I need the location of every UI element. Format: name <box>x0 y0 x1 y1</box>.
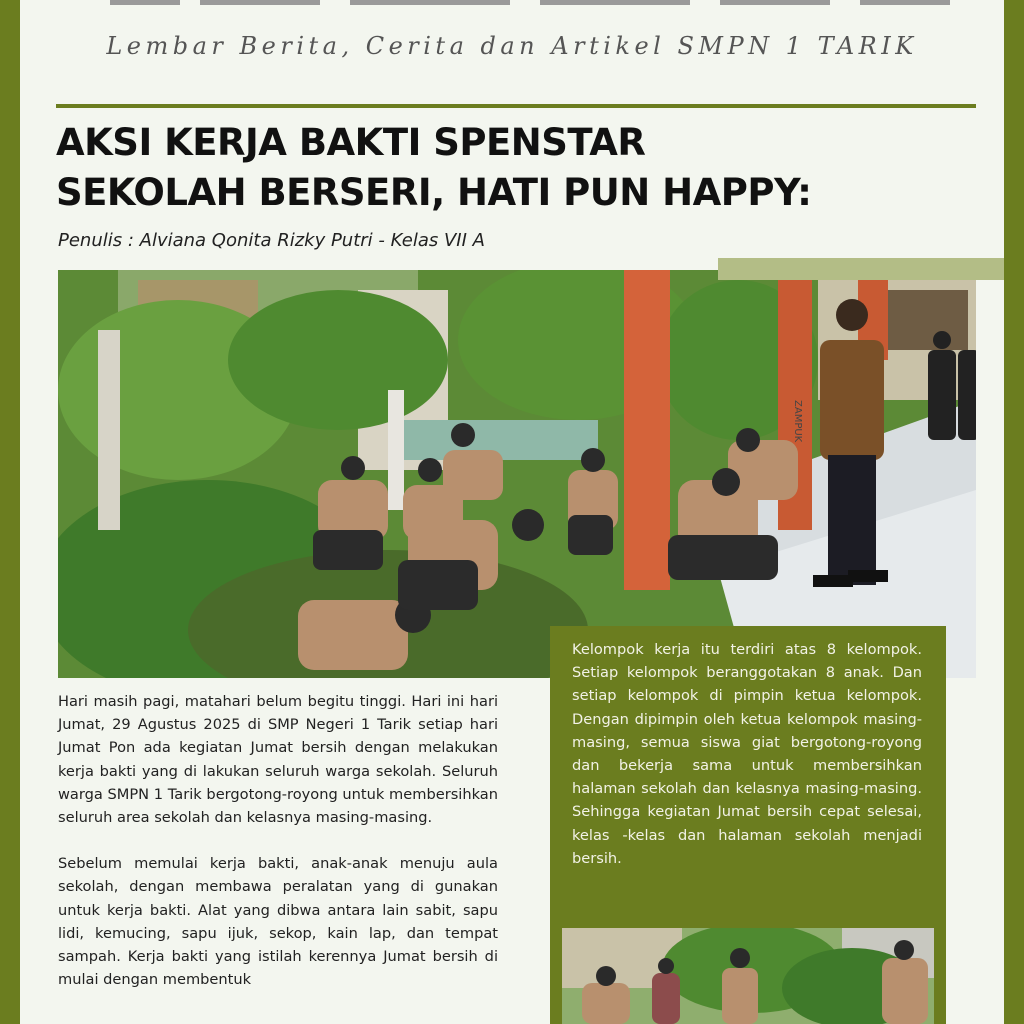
masthead-title-remnant <box>20 0 1004 8</box>
paragraph-2: Sebelum memulai kerja bakti, anak-anak menuju aula sekolah, dengan membawa peralatan yang di gunakan untuk kerja bakti. Alat yang dibwa antara lain sabit, sapu lidi, kemucing, sapu ijuk, sekop, kain lap, dan tempat sampah. Kerja bakti yang istilah kerennya Jumat bersih di mulai dengan membentuk <box>58 855 498 989</box>
main-photo <box>58 270 976 678</box>
masthead-subtitle: Lembar Berita, Cerita dan Artikel SMPN 1 TARIK <box>106 32 918 60</box>
article-headline <box>56 118 956 218</box>
accent-bar <box>718 258 1004 280</box>
headline-line-1: AKSI KERJA BAKTI SPENSTAR <box>56 121 646 164</box>
headline-line-2: SEKOLAH BERSERI, HATI PUN HAPPY: <box>56 171 812 214</box>
masthead-title-cropped <box>20 0 1004 8</box>
article-body-left <box>58 690 498 1014</box>
article-byline: Penulis : Alviana Qonita Rizky Putri - Kelas VII A <box>58 230 485 251</box>
secondary-photo <box>562 928 934 1024</box>
pillar-left <box>624 270 670 590</box>
divider-rule <box>56 104 976 108</box>
pillar-graffiti: ZAMPUK <box>792 400 803 443</box>
teacher-figure <box>820 340 884 460</box>
green-box-text: Kelompok kerja itu terdiri atas 8 kelompok. Setiap kelompok beranggotakan 8 anak. Dan setiap kelompok di pimpin ketua kelompok. Dengan dipimpin oleh ketua kelompok masing-masing, semua siswa giat bergotong-royong dan bekerja sama untuk membersihkan halaman sekolah dan kelasnya masing-masing. Sehingga kegiatan Jumat bersih cepat selesai, kelas -kelas dan halaman sekolah menjadi bersih. <box>572 641 922 867</box>
paragraph-1: Hari masih pagi, matahari belum begitu tinggi. Hari ini hari Jumat, 29 Agustus 2025 di SMP Negeri 1 Tarik setiap hari Jumat Pon ada kegiatan Jumat bersih dengan melakukan kerja bakti yang di lakukan seluruh warga sekolah. Seluruh warga SMPN 1 Tarik bergotong-royong untuk membersihkan seluruh area sekolah dan kelasnya masing-masing. <box>58 693 498 827</box>
newsletter-page <box>20 0 1004 1024</box>
